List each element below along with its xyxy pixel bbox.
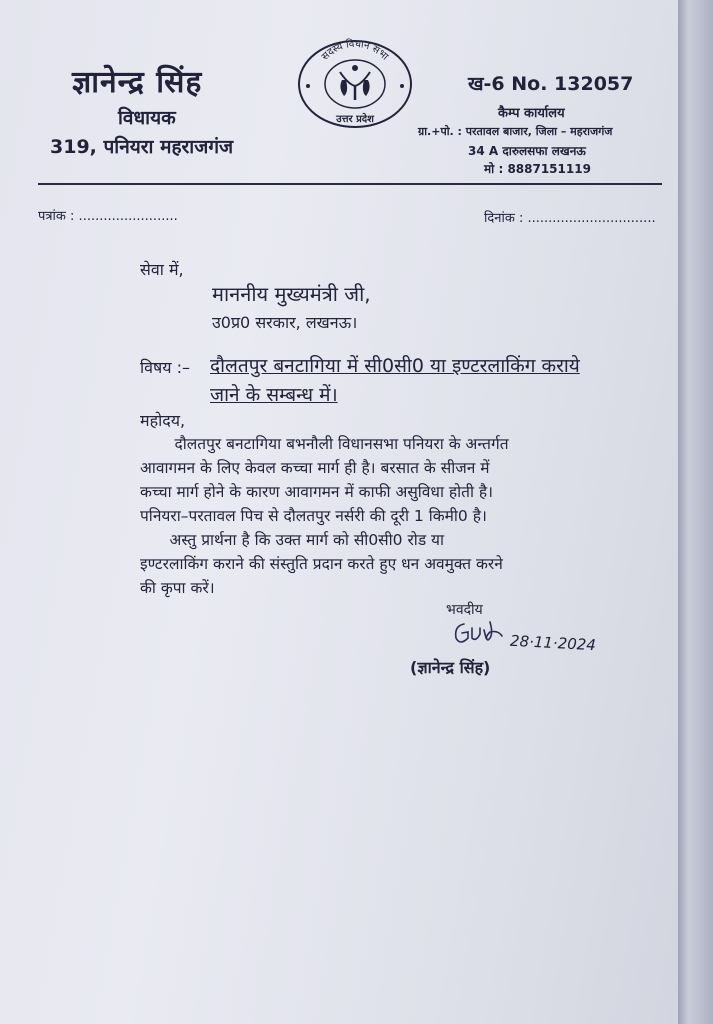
greeting: महोदय, <box>140 411 186 430</box>
address-line-2: 34 A दारुलसफा लखनऊ <box>468 144 586 158</box>
letter-body <box>140 432 600 600</box>
signature-date: 28·11·2024 <box>509 631 597 655</box>
body-line: की कृपा करें। <box>140 579 215 597</box>
dinank-field: दिनांक : ............................... <box>484 211 656 226</box>
mobile-number: मो : 8887151119 <box>484 162 591 176</box>
recipient: माननीय मुख्यमंत्री जी, <box>212 282 371 306</box>
body-line: आवागमन के लिए केवल कच्चा मार्ग ही है। बरसात के सीजन में <box>140 459 490 477</box>
seal-bottom-text: उत्तर प्रदेश <box>336 114 374 125</box>
recipient-place: उ0प्र0 सरकार, लखनऊ। <box>212 313 358 332</box>
body-line: इण्टरलाकिंग कराने की संस्तुति प्रदान करते हुए धन अवमुक्त करने <box>140 555 503 573</box>
subject-label: विषय :– <box>140 358 191 377</box>
patrank-field: पत्रांक : ........................ <box>38 209 178 224</box>
address-line-1: ग्रा.+पो. : परतावल बाजार, जिला – महराजगंज <box>418 125 613 138</box>
subject-line-1: दौलतपुर बनटागिया में सी0सी0 या इण्टरलाकिंग कराये <box>210 355 580 377</box>
seal-top-text: सदस्य विधान सभा <box>319 38 391 63</box>
camp-office-label: कैम्प कार्यालय <box>498 106 565 121</box>
reference-number: ख-6 No. 132057 <box>468 73 634 95</box>
body-line: कच्चा मार्ग होने के कारण आवागमन में काफी असुविधा होती है। <box>140 483 494 501</box>
body-line: अस्तु प्रार्थना है कि उक्त मार्ग को सी0सी0 रोड या <box>140 531 445 549</box>
closing: भवदीय <box>446 602 483 618</box>
designation: विधायक <box>118 107 176 129</box>
mla-name: ज्ञानेन्द्र सिंह <box>72 65 203 100</box>
body-line: पनियरा–परतावल पिच से दौलतपुर नर्सरी की दूरी 1 किमी0 है। <box>140 507 487 525</box>
background-edge <box>678 0 713 1024</box>
body-line: दौलतपुर बनटागिया बभनौली विधानसभा पनियरा के अन्तर्गत <box>140 435 509 453</box>
vidhan-sabha-seal <box>296 38 414 128</box>
subject-line-2: जाने के सम्बन्ध में। <box>210 384 338 406</box>
salutation-to: सेवा में, <box>140 260 184 279</box>
up-emblem-icon <box>340 65 370 100</box>
constituency: 319, पनियरा महराजगंज <box>50 136 234 158</box>
signatory-name: (ज्ञानेन्द्र सिंह) <box>410 658 491 677</box>
svg-text:सदस्य विधान सभा <box>320 38 391 63</box>
header-divider <box>38 183 662 185</box>
